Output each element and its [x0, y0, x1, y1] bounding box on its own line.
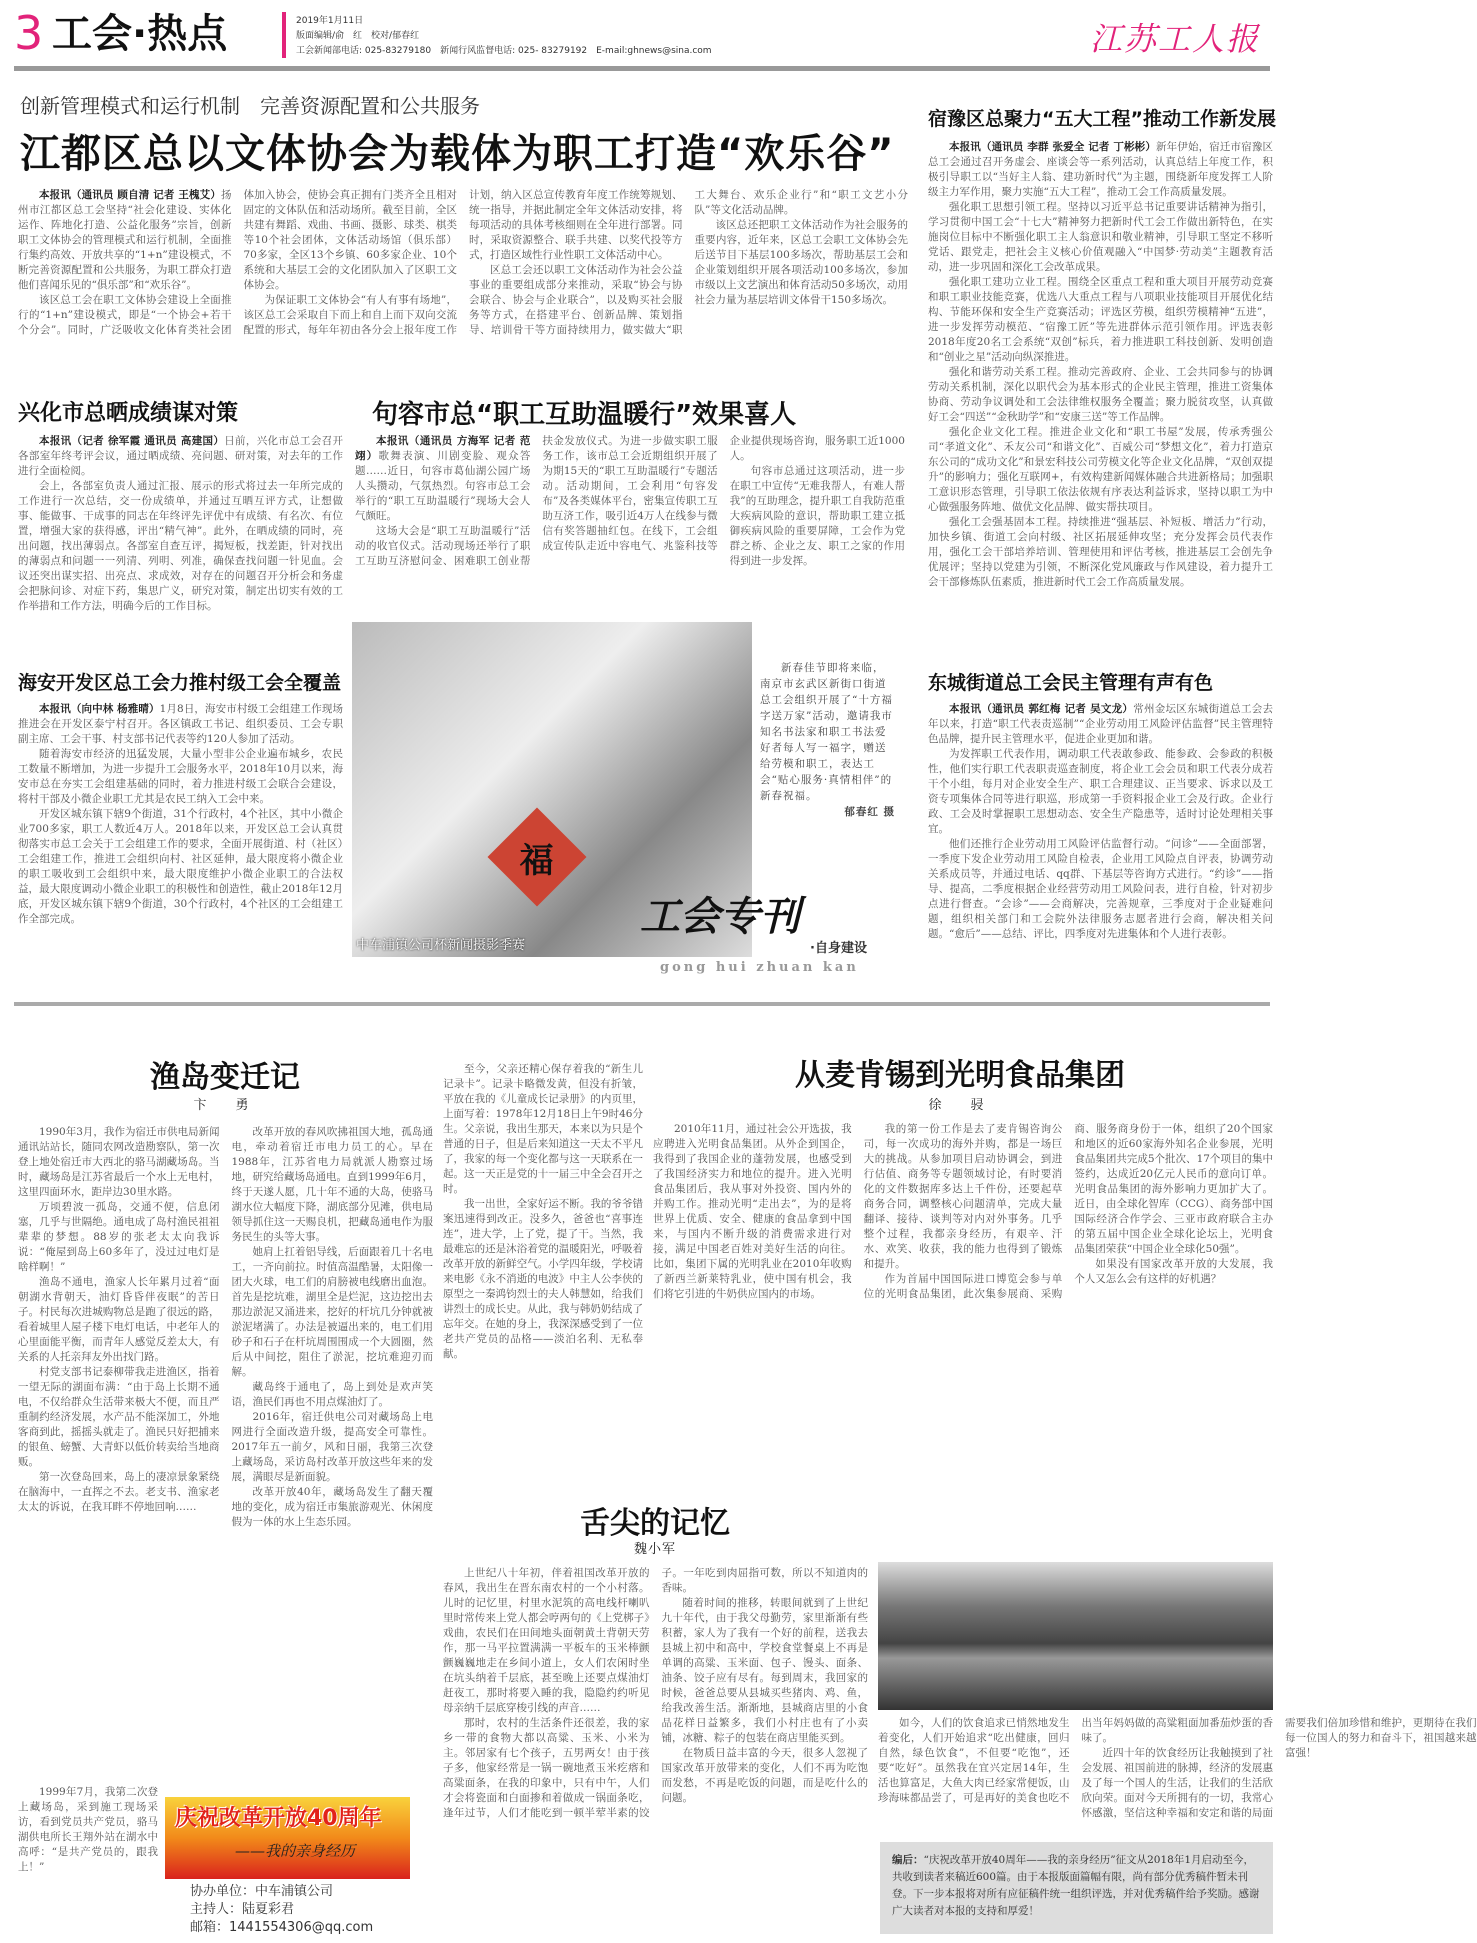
jurong-headline: 句容市总“职工互助温暖行”效果喜人 [372, 400, 797, 430]
paragraph: 上世纪八十年初，伴着祖国改革开放的春风，我出生在晋东南农村的一个小村落。儿时的记忆里，村里水泥筑的高电线杆喇叭里时常传来上党人都会哼两句的《上党梆子》戏曲，农民们在田间地头面朝黄土背朝天劳作，那一马平拉置满满一平板车的玉米棒颤颤巍巍地走在乡间小道上，女人们农闲时坐在坑头纳着千层底，甚至晚上还要点煤油灯赶夜工，那时将要入睡的我，隐隐约约听见母亲纳千层底穿梭引线的声音…… [443, 1567, 650, 1714]
dongcheng-byline: 本报讯（通讯员 郭红梅 记者 吴文龙） [949, 703, 1134, 715]
page-number: 3 [14, 6, 44, 60]
mckinsey-author: 徐 骎 [928, 1098, 992, 1113]
xinghua-byline: 本报讯（记者 徐军霞 通讯员 高建国） [39, 435, 225, 447]
tongue-author: 魏小军 [633, 1542, 676, 1557]
paragraph: 藏岛终于通电了，岛上到处是欢声笑语，渔民们再也不用点煤油灯了。 [231, 1381, 433, 1408]
paragraph: 会上，各部室负责人通过汇报、展示的形式将过去一年所完成的工作进行一次总结，交一份成绩单，并通过互晒互评方式，让想做事、能做事、干成事的同志在年终评先评优中有成绩、有名次、有位置，增强大家的获得感，评出“精气神”。此外，在晒成绩的同时，亮出问题，找出薄弱点。各部室自查互评，揭短板，找差距，针对找出的薄弱点和问题一一列清、列明、列准，确保查找问题一针见血。会议还突出谋实招、出亮点、求成效，对存在的问题召开分析会和务虚会把脉问诊、对症下药，集思广义，研究对策，制定出切实有效的工作举措和工作方法，明确今后的工作目标。 [18, 480, 343, 612]
lead-subtitle: 创新管理模式和运行机制 完善资源配置和公共服务 [20, 94, 480, 118]
mckinsey-body-1 [443, 1062, 643, 1492]
photo-caption [760, 660, 895, 820]
editor-note-label: 编后： [892, 1854, 924, 1866]
paragraph: 强化工会强基固本工程。持续推进“强基层、补短板、增活力”行动，加快乡镇、街道工会向村级、社区拓展延伸攻坚；充分发挥会员代表作用，强化工会干部培养培训、管理使用和评估考核，推进基层工会创先争优展评；坚持以党建为引领，不断深化党风廉政与作风建设，着力提升工会干部修炼队伍素质，推进新时代工会工作高质量发展。 [928, 516, 1273, 588]
column-name: 工会专刊 [640, 894, 800, 940]
paragraph: 强化职工建功立业工程。围绕全区重点工程和重大项目开展劳动竞赛和职工职业技能竞赛，优选八大重点工程与八项职业技能项目开展优化结构、节能环保和安全生产竞赛活动；评选区劳模，组织劳模精神“五进”，进一步发挥劳动模范、“宿豫工匠”等先进群体示范引领作用。评选表彰2018年度20名工会系统“双创”标兵，着力推进职工科技创新、发明创造和“创业之星”活动向纵深推进。 [928, 276, 1273, 363]
paragraph: 万顷碧波一孤岛，交通不便，信息闭塞，几乎与世隔绝。通电成了岛村渔民祖祖辈辈的梦想。88岁的张老太太向我诉说：“俺屋到岛上60多年了，没过过电灯是啥样啊！” [18, 1201, 220, 1273]
paragraph: 强化企业文化工程。推进企业文化和“职工书屋”发展，传承秀强公司“孝道文化”、禾友公司“和谐文化”、百威公司“梦想文化”，着力打造京东公司的“成功文化”和景宏科技公司劳模文化等企业文化品牌，“双创双提升”的影响力；强化互联网+，有效构建新闻媒体融合共进新格局；加强职工意识形态管理，引导职工依法依规有序表达利益诉求，坚持以职工为中心做强服务阵地、做优文化品牌、做实帮扶项目。 [928, 426, 1273, 513]
paragraph: 开发区城东镇下辖9个街道，31个行政村，4个社区，其中小微企业700多家，职工人数近4万人。2018年以来，开发区总工会认真贯彻落实市总工会关于工会组建工作的要求，全面开展街道、村（社区）工会组建工作，推进工会组织向村、社区延伸，最大限度将小微企业的职工吸收到工会组织中来，最大限度维护小微企业职工的合法权益，最大限度调动小微企业职工的积极性和创造性，截止2018年12月底，开发区城东镇下辖9个街道，30个行政村，4个社区的工会组建工作全部完成。 [18, 808, 343, 925]
fu-plaque [488, 808, 587, 907]
photo-credit: 郁春红 摄 [844, 806, 895, 818]
column-sub: ·自身建设 [810, 941, 867, 956]
newspaper-logo: 江苏工人报 [1089, 20, 1260, 58]
paragraph: 随着海安市经济的迅猛发展，大量小型非公企业遍布城乡，农民工数量不断增加，为进一步提升工会服务水平，2018年10月以来，海安市总在夯实工会组建基础的同时，着力推进村级工会联合会建设，将村干部及小微企业职工尤其是农民工纳入工会中来。 [18, 748, 343, 805]
paragraph: 常州金坛区东城街道总工会去年以来，打造“职工代表责巡制”“企业劳动用工风险评估监督”民主管理特色品牌，提升民主管理水平，促进企业更加和谐。 [928, 703, 1274, 745]
paragraph: 1990年3月，我作为宿迁市供电局新闻通讯站站长，随同农网改造勘察队，第一次登上地处宿迁市大西北的骆马湖藏场岛。当时，藏场岛是江苏省最后一个水上无电村，这里四面环水，距岸边30里水路。 [18, 1126, 220, 1198]
photo-overlay-text: 中车浦镇公司杯新闻摄影季赛 [356, 938, 526, 953]
paragraph: 随着时间的推移，转眼间就到了上世纪九十年代，由于我父母勤劳，家里渐渐有些积蓄，家人为了我有一个好的前程，送我去县城上初中和高中，学校食堂餐桌上不再是单调的高粱、玉米面、包子、馒头、面条、油条、饺子应有尽有。每到周末，我回家的时候，爸爸总要从县城买些猪肉、鸡、鱼，给我改善生活。渐渐地，县城商店里的小食品花样日益繁多，我们小村庄也有了小卖铺，冰糖、粽子的包装在商店里能买到。 [661, 1597, 868, 1744]
dongcheng-headline: 东城街道总工会民主管理有声有色 [928, 672, 1214, 694]
host: 主持人：陆夏彩君 [190, 1902, 295, 1917]
yudao-author: 卞 勇 [193, 1098, 257, 1113]
paragraph: 第一次登岛回来，岛上的凄凉景象紧绕在脑海中，一直挥之不去。老支书、渔家老太太的诉说，在我耳畔不停地回响…… [18, 1471, 220, 1513]
paragraph: 她肩上扛着铝导线，后面跟着几十名电工，一齐向前拉。时值高温酷暑，太阳像一团大火球，电工们的肩膀被电线磨出血泡。首先是挖坑难，湖里全是烂泥，这边挖出去那边淤泥又涌进来，挖好的杆坑几分钟就被淤泥堵满了。办法是被逼出来的，电工们用砂子和石子在杆坑周围围成一个大圆圈，然后从中间挖，阻住了淤泥，挖坑难迎刃而解。 [231, 1246, 433, 1378]
haian-byline: 本报讯（向中林 杨雅晴） [39, 703, 160, 715]
paragraph: 我的第一份工作是去了麦肯锡咨询公司，每一次成功的海外并购，都是一场巨大的挑战。从参加项目启动协调会，到进行估值、商务等专题领域讨论，有时要消化的文件数据库多达上千件份，还要起草商务合同，调整核心问题清单，完成大量翻译、接待、谈判等对内对外事务。几乎整个过程，我都亲身经历，有艰辛、汗水、欢笑、收获，我的能力也得到了锻炼和提升。 [863, 1123, 1063, 1270]
paragraph: 近四十年的饮食经历让我触摸到了社会发展、祖国前进的脉搏，经济的发展惠及了每一个国人的生活，让我们的生活欣欣向荣。面对今天所拥有的一切，我常心怀感激，坚信这种幸福和安定和谐的局面需要我们倍加珍惜和维护，更期待在我们每一位国人的努力和奋斗下，祖国越来越富强！ [1081, 1717, 1477, 1819]
paragraph: 1999年7月，我第二次登上藏场岛，采到施工现场采访，看到党员共产党员，骆马湖供电所长王翔外站在湖水中高呼：“是共产党员的，跟我上！” [18, 1786, 158, 1873]
yudao-body [18, 1125, 433, 1780]
paragraph: 为发挥职工代表作用，调动职工代表敢参政、能参政、会参政的积极性，他们实行职工代表职责巡查制度，将企业工会会员和职工代表分成若干个小组，每月对企业安全生产、职工合理建议、正当要求、诉求以及工资专项集体合同等进行职巡，形成第一手资料报企业工会及行政。企业行政、工会及时掌握职工思想动态、安全生产隐患等，适时讨论处理相关事宜。 [928, 748, 1273, 835]
issue-date: 2019年1月11日 [296, 16, 364, 26]
suyu-body [928, 140, 1273, 660]
haian-body [18, 702, 343, 982]
paragraph: 如果没有国家改革开放的大发展，我个人又怎么会有这样的好机遇？ [1074, 1258, 1273, 1285]
yudao-body-end [18, 1785, 158, 1940]
paragraph: 改革开放的春风吹拂祖国大地，孤岛通电，牵动着宿迁市电力员工的心。早在1988年，江苏省电力局就派人勘察过场地，研究给藏场岛通电。直到1999年6月，终于天遂人愿，几十年不通的大岛，使骆马湖水位大幅度下降，湖底部分见滩，供电局领导抓住这一天赐良机，把藏岛通电作为服务民生的头等大事。 [231, 1126, 433, 1243]
banner-info [190, 1883, 373, 1937]
paragraph: 他们还推行企业劳动用工风险评估监督行动。“问诊”——全面部署，一季度下发企业劳动用工风险自检表，企业用工风险点自评表，协调劳动关系成员等，并通过电话、qq群、下基层等咨询方式进行。“约诊”——指导、提高，二季度根据企业经营劳动用工风险问表，进行自检，针对初步点进行督查。“会诊”——会商解决，完善规章，三季度对于企业疑难问题，组织相关部门和工会院外法律服务志愿者进行会商，解决相关问题。“愈后”——总结、评比，四季度对先进集体和个人进行表彰。 [928, 838, 1273, 940]
column-pinyin: gong hui zhuan kan [660, 960, 859, 975]
contacts-line: 工会新闻部电话: 025-83279180 新闻行风监督电话: 025- 83279192 E-mail:ghnews@sina.com [296, 46, 712, 56]
tongue-body-1 [443, 1566, 868, 1941]
section-divider [14, 1002, 1270, 1006]
paragraph: 歌舞表演、川剧变脸、观众答题……近日，句容市葛仙湖公园广场人头攒动，气氛热烈。句容市总工会举行的“职工互助温暖行”现场大会人气颇旺。 [355, 450, 531, 522]
paragraph: 区总工会还以职工文体活动作为社会公益事业的重要组成部分来推动，采取“协会与协会联合、协会与企业联合”，以及购买社会服务等方式，在搭建平台、创新品牌、策划指导、培训骨干等方面持续用力，做实做大“职工大舞台、欢乐企业行”和“职工文艺小分队”等文化活动品牌。 [469, 189, 908, 336]
banner-title: 庆祝改革开放40周年 [175, 1806, 382, 1831]
header-meta [296, 14, 712, 59]
caption-text: 新春佳节即将来临，南京市玄武区新街口街道总工会组织开展了“十方福字送万家”活动，邀请我市知名书法家和职工书法爱好者每人写一福字，赠送给劳模和职工，表达工会“贴心服务·真情相伴”的新春祝福。 [760, 662, 893, 802]
paragraph: 我一出世，全家好运不断。我的爷爷错案迅速得到改正。没多久，爸爸也“喜事连连”，进大学，上了党，提了干。当然，我最难忘的还是沐浴着党的温暖阳光，呼吸着改革开放的新鲜空气。小学四年级，学校请来电影《永不消逝的电波》中主人公李侠的原型之一秦鸿钧烈士的夫人韩慧如，给我们讲烈士的成长史。从此，我与韩奶奶结成了忘年交。在她的身上，我深深感受到了一位老共产党员的品格——淡泊名利、无私奉献。 [443, 1198, 643, 1360]
yudao-headline: 渔岛变迁记 [150, 1060, 300, 1095]
section-title: 工会·热点 [52, 11, 228, 57]
header-rule [14, 66, 1270, 71]
paragraph: 日前，兴化市总工会召开各部室年终考评会议，通过晒成绩、亮问题、研对策，对去年的工作进行全面检阅。 [18, 435, 344, 477]
paragraph: 为保证职工文体协会“有人有事有场地”，该区总工会采取自下而上和自上而下双向交流配置的形式，每年年初由各分会上报年度工作计划，纳入区总宣传教育年度工作统筹规划、统一指导，并据此制定全年文体活动安排，将每项活动的具体考核细则在全年进行部署。同时，采取资源整合、联手共建、以奖代投等方式，打造区域性行业性职工文体活动中心。 [243, 189, 683, 336]
banner-subtitle: ——我的亲身经历 [235, 1842, 356, 1860]
fu-character: 福 [520, 840, 554, 881]
paragraph: 那时，农村的生活条件还很差，我的家乡一带的食物大都以高粱、玉米、小米为主。邻居家有七个孩子，五男两女！由于孩子多，他家经常是一锅一碗地煮玉米疙瘩和高粱面条，在我的印象中，只有中午，人们才会将瓷面和白面掺和着做成一锅面条吃，逢年过节，人们才能吃到一顿半荤半素的饺子。一年吃到肉屈指可数，所以不知道肉的香味。 [443, 1567, 868, 1819]
dongcheng-body [928, 702, 1273, 957]
campaign-banner [165, 1797, 410, 1879]
city-skyline-photo [878, 1562, 1273, 1710]
paragraph: 村党支部书记泰柳带我走进渔区，指着一望无际的湖面布满：“由于岛上长期不通电，不仅给群众生活带来极大不便，而且严重制约经济发展，水产品不能深加工，外地客商到此，摇摇头就走了。渔民只好把捕来的银鱼、螃蟹、大青虾以低价转卖给当地商贩。 [18, 1366, 220, 1468]
paragraph: 2016年，宿迁供电公司对藏场岛上电网进行全面改造升级，提高安全可靠性。2017年五一前夕，风和日丽，我第三次登上藏场岛，采访岛村改革开放这些年来的发展，满眼尽是新面貌。 [231, 1411, 433, 1483]
paragraph: 2010年11月，通过社会公开选拔，我应聘进入光明食品集团。从外企到国企，我得到了我国企业的蓬勃发展，也感受到了我国经济实力和地位的提升。进入光明食品集团后，我从事对外投资、国内外的并购工作。推动光明“走出去”，为的是将世界上优质、安全、健康的食品拿到中国来，与国内不断升级的消费需求进行对接，满足中国老百姓对美好生活的向往。比如，集团下属的光明乳业在2010年收购了新西兰新莱特乳业，使中国有机会，我们将它引进的牛奶供应国内的市场。 [653, 1123, 852, 1300]
paragraph: 强化职工思想引领工程。坚持以习近平总书记重要讲话精神为指引，学习贯彻中国工会“十七大”精神努力把新时代工会工作做出新特色，在实施岗位目标中不断强化职工主人翁意识和敬业精神，引导职工坚定不移听党话、跟党走，把社会主义核心价值观融入“中国梦·劳动美”主题教育活动，进一步巩固和深化工会改革成果。 [928, 201, 1273, 273]
paragraph: 这场大会是“职工互助温暖行”活动的收官仪式。活动现场还举行了职工互助互济慰问金、困难职工创业帮扶金发放仪式。为进一步做实职工服务工作，该市总工会近期组织开展了为期15天的“职工互助温暖行”专题活动。活动期间，工会利用“句容发布”及各类媒体平台，密集宣传职工互助互济工作，吸引近4万人在线参与微信有奖答题抽红包。在线下，工会组成宣传队走近中容电气、兆鉴科技等企业提供现场咨询，服务职工近1000人。 [355, 435, 905, 567]
email: 邮箱：1441554306@qq.com [190, 1920, 374, 1935]
paragraph: 渔岛不通电，渔家人长年累月过着“面朝湖水背朝天，油灯昏昏伴夜眠”的苦日子。村民每次进城购物总是跑了很远的路，看着城里人屋子楼下电灯电话，中老年人的心里面能平衡，而青年人感觉反差太大，有关系的人托亲拜友外出找门路。 [18, 1276, 220, 1363]
header-divider [282, 12, 286, 58]
paragraph: 1月8日，海安市村级工会组建工作现场推进会在开发区泰宁村召开。各区镇政工书记、组织委员、工会专职副主席、工会干事、村支部书记代表等约120人参加了活动。 [18, 703, 343, 745]
paragraph: 该区总工会在职工文体协会建设上全面推行的“1+n”建设模式，即是“一个协会+若干个分会”。同时，广泛吸收文化体育类社会团体加入协会，使协会真正拥有门类齐全且相对固定的文体队伍和活动场所。截至目前，全区共建有舞蹈、戏曲、书画、摄影、球类、棋类等10个社会团体，文体活动场馆（俱乐部）70多家，全区13个乡镇、60多家企业、10个系统和大基层工会的文化团队加入了区职工文体协会。 [18, 189, 457, 336]
organizer: 协办单位：中车浦镇公司 [190, 1884, 334, 1899]
mckinsey-body-2 [653, 1122, 1273, 1492]
suyu-headline: 宿豫区总聚力“五大工程”推动工作新发展 [928, 108, 1276, 130]
lead-headline: 江都区总以文体协会为载体为职工打造“欢乐谷” [20, 131, 895, 177]
paragraph: 扬州市江都区总工会坚持“社会化建设、实体化运作、阵地化打造、公益化服务”宗旨，创新职工文体协会的管理模式和运行机制，全面推行集约高效、开放共享的“1+n”建设模式，不断完善资源配置和公共服务，为职工群众打造他们喜闻乐见的“俱乐部”和“欢乐谷”。 [18, 189, 232, 291]
editor-note-text: “庆祝改革开放40周年——我的亲身经历”征文从2018年1月启动至今，共收到读者来稿近600篇。由于本报版面篇幅有限，尚有部分优秀稿件暂未刊登。下一步本报将对所有应征稿件统一组织评选，并对优秀稿件给予奖励。感谢广大读者对本报的支持和厚爱！ [892, 1854, 1260, 1917]
paragraph: 至今，父亲还精心保存着我的“新生儿记录卡”。记录卡略微发黄，但没有折皱，平放在我的《儿童成长记录册》的内页里，上面写着：1978年12月18日上午9时46分生。父亲说，我出生那天，本来以为只是个普通的日子，但是后来知道这一天太不平凡了，我家的每一个变化都与这一天联系在一起。这一天正是党的十一届三中全会召开之时。 [443, 1063, 643, 1195]
paragraph: 改革开放40年，藏场岛发生了翻天覆地的变化，成为宿迁市集旅游观光、休闲度假为一体的水上生态乐园。 [231, 1486, 433, 1528]
paragraph: 新年伊始，宿迁市宿豫区总工会通过召开务虚会、座谈会等一系列活动，认真总结上年度工作，积极引导职工以“当好主人翁、建功新时代”为主题，围绕新年度发挥工人阶级主力军作用，聚力实施“五大工程”，推动工会工作高质量发展。 [928, 141, 1274, 198]
paragraph: 该区总还把职工文体活动作为社会服务的重要内容，近年来，区总工会职工文体协会先后送节目下基层100多场次，帮助基层工会和企业策划组织开展各项活动100多场次，参加市级以上文艺演出和体育活动50多场次，动用社会力量为基层培训文体骨干150多场次。 [694, 219, 908, 306]
mckinsey-headline: 从麦肯锡到光明食品集团 [795, 1058, 1125, 1093]
suyu-byline: 本报讯（通讯员 李群 张爱全 记者 丁彬彬） [949, 141, 1156, 153]
jurong-byline: 本报讯（通讯员 方海军 记者 范翊） [355, 435, 531, 462]
lead-body [18, 188, 908, 378]
xinghua-headline: 兴化市总晒成绩谋对策 [18, 401, 239, 426]
paragraph: 在物质日益丰富的今天，很多人忽视了国家改革开放带来的变化，人们不再为吃饱而发愁，不再是吃饭的问题，而是吃什么的问题。 [661, 1747, 868, 1804]
xinghua-body [18, 434, 343, 644]
lead-byline: 本报讯（通讯员 顾自清 记者 王槐艾） [39, 189, 221, 201]
jurong-body [355, 434, 905, 614]
haian-headline: 海安开发区总工会力推村级工会全覆盖 [18, 672, 342, 694]
paragraph: 强化和谐劳动关系工程。推动完善政府、企业、工会共同参与的协调劳动关系机制，深化以职代会为基本形式的企业民主管理，推进工资集体协商、劳动争议调处和工会法律维权服务全覆盖；聚力脱贫攻坚，认真做好工会“四送”“金秋助学”和“安康三送”等工作品牌。 [928, 366, 1273, 423]
editor-note [880, 1842, 1273, 1934]
paragraph: 句容市总通过这项活动，进一步在职工中宣传“无难我帮人，有难人帮我”的互助理念，提升职工自我防范重大疾病风险的意识，帮助职工建立抵御疾病风险的重要屏障，工会作为党群之桥、企业之友、职工之家的作用得到进一步发挥。 [729, 465, 905, 567]
paragraph: 如今，人们的饮食追求已悄然地发生着变化，人们开始追求“吃出健康，回归自然，绿色饮食”，不但要“吃饱”，还要“吃好”。虽然我在宜兴定居14年，生活也算富足，大鱼大肉已经家常便饭，山珍海味都品尝了，可是再好的美食也吃不出当年妈妈做的高粱粗面加番茄炒蛋的香味了。 [878, 1717, 1273, 1804]
tongue-body-2 [878, 1716, 1477, 1834]
paragraph: 作为首届中国国际进口博览会参与单位的光明食品集团，此次集参展商、采购商、服务商身份于一体，组织了20个国家和地区的近60家海外知名企业参展，光明食品集团共完成5个批次、17个项目的集中签约，达成近20亿元人民币的意向订单。光明食品集团的海外影响力更加扩大了。近日，由全球化智库（CCG）、商务部中国国际经济合作学会、三亚市政府联合主办的第五届中国企业全球化论坛上，光明食品集团荣获“中国企业全球化50强”。 [863, 1123, 1273, 1300]
tongue-headline: 舌尖的记忆 [580, 1506, 730, 1541]
editors-line: 版面编辑/俞 红 校对/郁春红 [296, 31, 420, 41]
